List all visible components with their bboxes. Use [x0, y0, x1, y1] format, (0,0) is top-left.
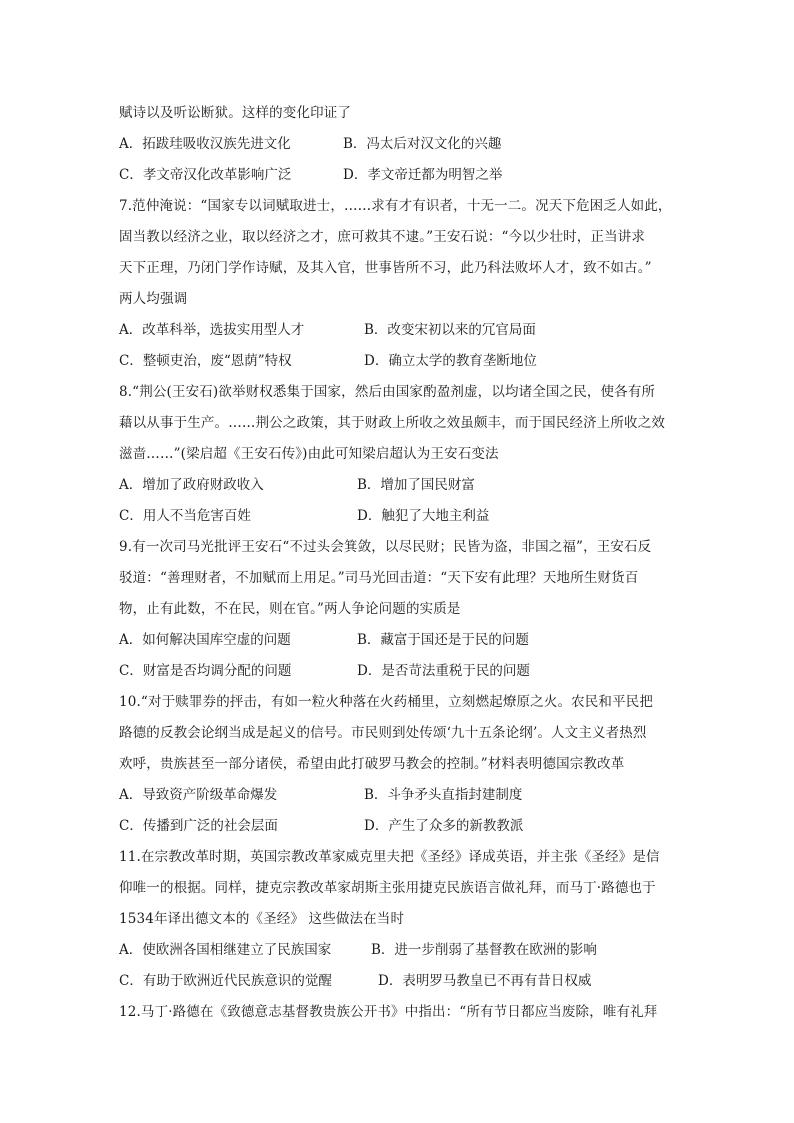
q11-option-d: D．表明罗马教皇已不再有昔日权威	[378, 973, 592, 989]
q11-option-c: C．有助于欧洲近代民族意识的觉醒	[119, 973, 332, 989]
q6-stem-tail: 赋诗以及听讼断狱。这样的变化印证了	[119, 105, 352, 121]
q10-option-b: B．斗争矛头直指封建制度	[364, 787, 523, 803]
q7-option-b: B．改变宋初以来的冗官局面	[364, 322, 536, 338]
q7-option-c: C．整顿吏治，废“恩荫”特权	[119, 353, 292, 369]
q11-stem-line: 1534年译出德文本的《圣经》 这些做法在当时	[119, 911, 405, 927]
q6-option-a: A．拓跋珪吸收汉族先进文化	[119, 136, 291, 152]
q10-stem-line: 欢呼，贵族甚至一部分诸侯，希望由此打破罗马教会的控制。”材料表明德国宗教改革	[119, 756, 625, 772]
q8-stem-line: 藉以从事于生产。……荆公之政策，其于财政上所收之效虽颇丰，而于国民经济上所收之效	[119, 415, 665, 431]
q6-option-c: C．孝文帝汉化改革影响广泛	[119, 167, 292, 183]
q7-stem-line: 天下正理，乃闭门学作诗赋，及其入官，世事皆所不习，此乃科法败坏人才，致不如古。”	[119, 260, 652, 276]
q12-stem-line: 12.马丁·路德在《致德意志基督教贵族公开书》中指出：“所有节日都应当废除，唯有礼拜	[119, 1004, 658, 1020]
q9-option-c: C．财富是否均调分配的问题	[119, 663, 292, 679]
q7-stem-line: 固当教以经济之业，取以经济之才，庶可救其不逮。”王安石说：“今以少壮时，正当讲求	[119, 229, 646, 245]
q6-option-d: D．孝文帝迁都为明智之举	[343, 167, 503, 183]
q10-stem-line: 10.“对于赎罪券的抨击，有如一粒火种落在火药桶里，立刻燃起燎原之火。农民和平民把	[119, 694, 654, 710]
q7-option-d: D．确立太学的教育垄断地位	[364, 353, 537, 369]
q8-option-b: B．增加了国民财富	[357, 477, 475, 493]
q11-stem-line: 11.在宗教改革时期，英国宗教改革家威克里夫把《圣经》译成英语，并主张《圣经》是信	[119, 849, 660, 865]
q8-option-d: D．触犯了大地主利益	[357, 508, 490, 524]
q10-option-d: D．产生了众多的新教教派	[364, 818, 524, 834]
q11-stem-line: 仰唯一的根据。同样，捷克宗教改革家胡斯主张用捷克民族语言做礼拜，而马丁·路德也于	[119, 880, 656, 896]
q9-stem-line: 驳道：“善理财者，不加赋而上用足。”司马光回击道：“天下安有此理？天地所生财货百	[119, 570, 639, 586]
q11-option-a: A．使欧洲各国相继建立了民族国家	[119, 942, 332, 958]
q7-stem-line: 两人均强调	[119, 291, 188, 307]
q7-option-a: A．改革科举，选拔实用型人才	[119, 322, 305, 338]
q9-option-b: B．藏富于国还是于民的问题	[357, 632, 529, 648]
q9-stem-line: 物，止有此数，不在民，则在官。”两人争论问题的实质是	[119, 601, 461, 617]
q10-option-c: C．传播到广泛的社会层面	[119, 818, 278, 834]
q10-option-a: A．导致资产阶级革命爆发	[119, 787, 278, 803]
q9-option-a: A．如何解决国库空虚的问题	[119, 632, 291, 648]
q8-option-a: A．增加了政府财政收入	[119, 477, 264, 493]
q9-stem-line: 9.有一次司马光批评王安石“不过头会箕敛，以尽民财；民皆为盗，非国之福”，王安石反	[119, 539, 652, 555]
q9-option-d: D．是否苛法重税于民的问题	[357, 663, 530, 679]
q8-stem-line: 8.“荆公(王安石)欲举财权悉集于国家，然后由国家酌盈剂虚，以均诸全国之民，使各有所	[119, 384, 656, 400]
q10-stem-line: 路德的反教会论纲当成是起义的信号。市民则到处传颂‘九十五条论纲’。人文主义者热烈	[119, 725, 647, 741]
q6-option-b: B．冯太后对汉文化的兴趣	[343, 136, 502, 152]
q7-stem-line: 7.范仲淹说：“国家专以词赋取进士，……求有才有识者，十无一二。况天下危困乏人如此，	[119, 198, 672, 214]
q8-option-c: C．用人不当危害百姓	[119, 508, 251, 524]
q11-option-b: B．进一步削弱了基督教在欧洲的影响	[371, 942, 597, 958]
q8-stem-line: 滋啬……”(梁启超《王安石传》)由此可知梁启超认为王安石变法	[119, 446, 499, 462]
